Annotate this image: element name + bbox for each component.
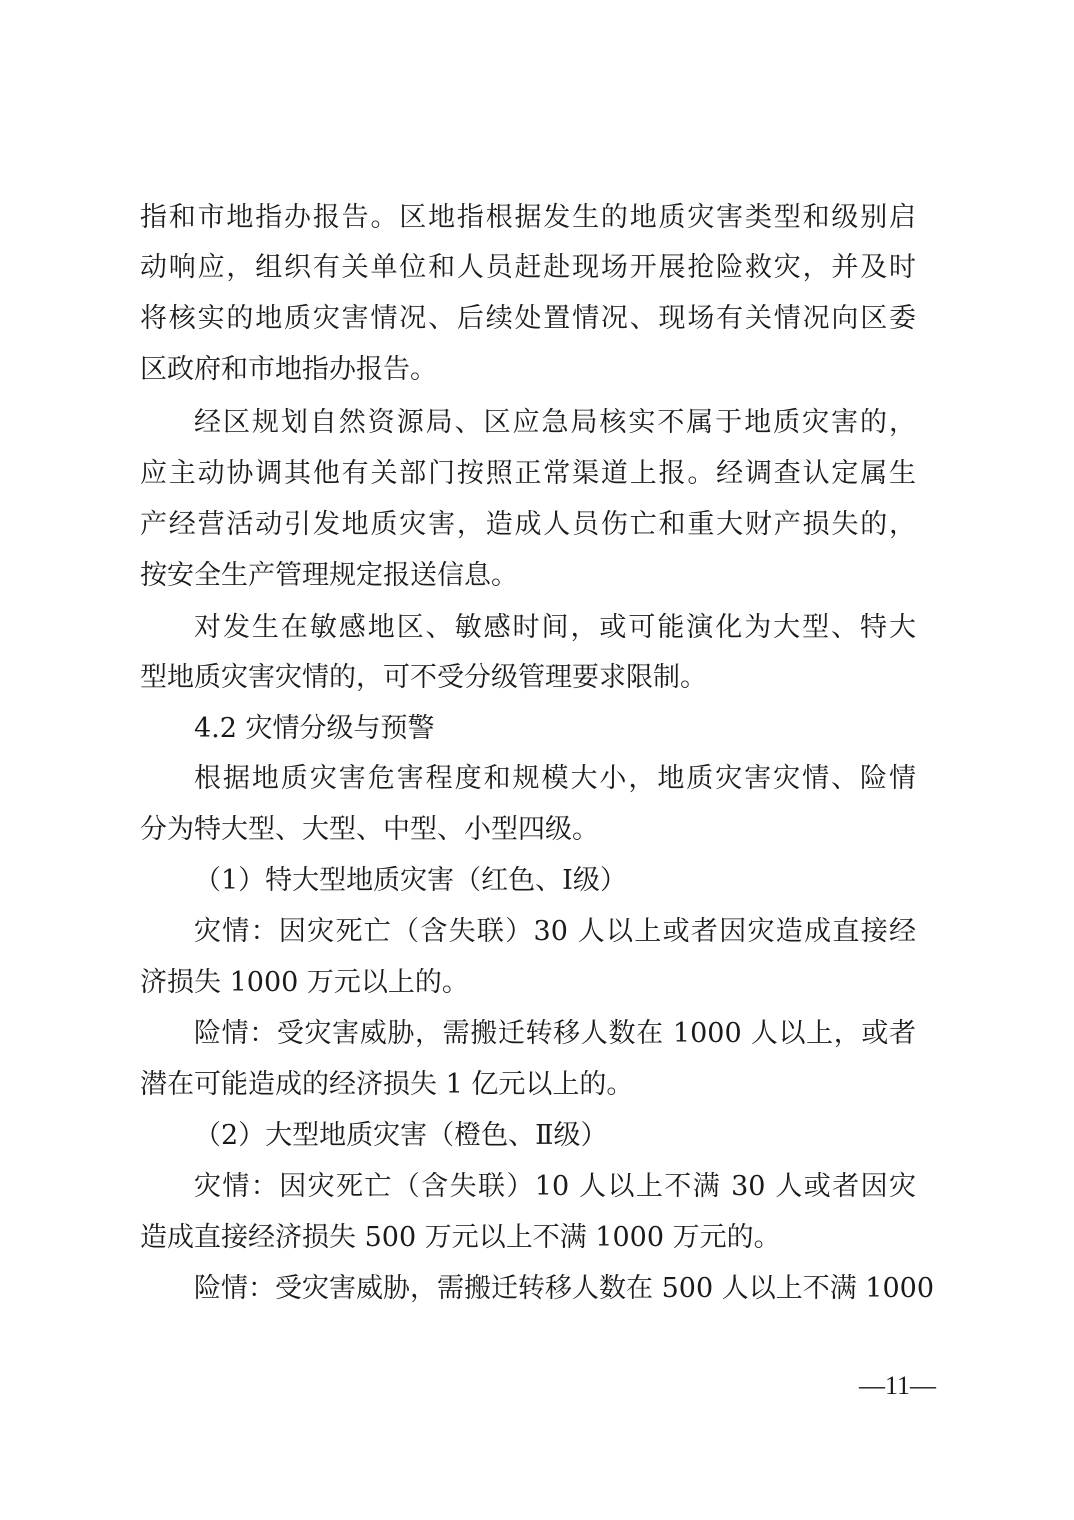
paragraph-line: 将核实的地质灾害情况、后续处置情况、现场有关情况向区委 [140,303,916,334]
paragraph-line: 指和市地指办报告。区地指根据发生的地质灾害类型和级别启 [140,202,916,233]
paragraph-line: 按安全生产管理规定报送信息。 [140,560,518,591]
paragraph-line: 对发生在敏感地区、敏感时间，或可能演化为大型、特大 [194,612,916,643]
paragraph-line: 灾情：因灾死亡（含失联）30 人以上或者因灾造成直接经 [194,916,916,947]
paragraph-line: 根据地质灾害危害程度和规模大小，地质灾害灾情、险情 [194,763,916,794]
paragraph-line: 潜在可能造成的经济损失 1 亿元以上的。 [140,1069,634,1100]
page-number: —11— [858,1371,936,1400]
paragraph-line: 型地质灾害灾情的，可不受分级管理要求限制。 [140,662,707,693]
paragraph-line: 济损失 1000 万元以上的。 [140,967,469,998]
paragraph-line: 分为特大型、大型、中型、小型四级。 [140,814,599,845]
subsection-heading: （1）特大型地质灾害（红色、Ⅰ级） [194,865,627,896]
paragraph-line: 产经营活动引发地质灾害，造成人员伤亡和重大财产损失的， [140,509,916,540]
paragraph-line: 险情：受灾害威胁，需搬迁转移人数在 1000 人以上，或者 [194,1018,916,1049]
paragraph-line: 灾情：因灾死亡（含失联）10 人以上不满 30 人或者因灾 [194,1171,916,1202]
paragraph-line: 险情：受灾害威胁，需搬迁转移人数在 500 人以上不满 1000 [194,1273,934,1304]
paragraph-line: 动响应，组织有关单位和人员赶赴现场开展抢险救灾，并及时 [140,252,916,283]
paragraph-line: 应主动协调其他有关部门按照正常渠道上报。经调查认定属生 [140,458,916,489]
paragraph-line: 造成直接经济损失 500 万元以上不满 1000 万元的。 [140,1222,781,1253]
subsection-heading: （2）大型地质灾害（橙色、Ⅱ级） [194,1120,608,1151]
section-heading: 4.2 灾情分级与预警 [194,713,435,744]
paragraph-line: 经区规划自然资源局、区应急局核实不属于地质灾害的， [194,407,916,438]
paragraph-line: 区政府和市地指办报告。 [140,354,437,385]
